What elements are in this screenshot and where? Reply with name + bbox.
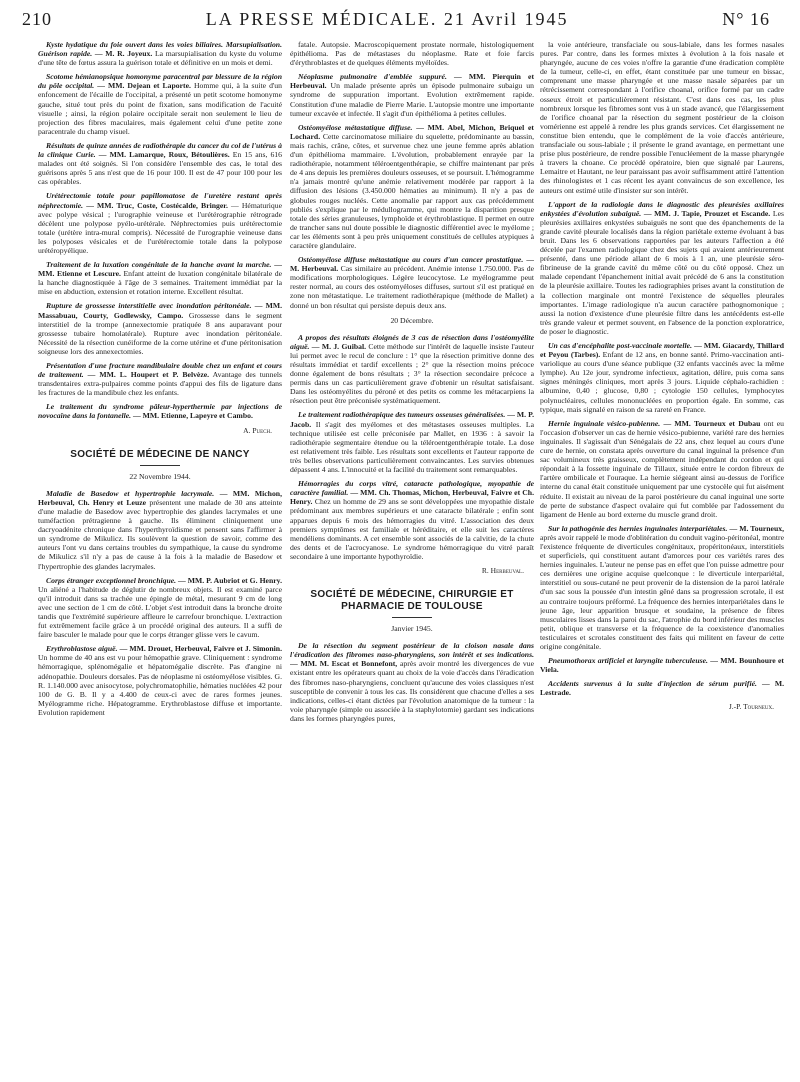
society-title: SOCIÉTÉ DE MÉDECINE, CHIRURGIE ET PHARMACIE DE TOULOUSE	[310, 589, 514, 613]
page-number: 210	[22, 9, 52, 29]
article-body: Un aliéné a l'habitude de déglutir de nombreux objets. Il est examiné parce qu'il introduit dans sa trachée une épingle de métal, mesurant 9 cm de long avec une section de 1 cm de côté. L'objet s'est introduit dans la bronche droite tandis que l'extrémité supérieure affleure le carrefour bronchique. L'extraction fut extrêmement facile grâce à un procédé original des auteurs. Il a suffi de faire basculer le malade pour que le corps étranger glisse vers le cavum.	[38, 584, 282, 640]
article-body: après avoir montré les divergences de vue existant entre les opérateurs quant au choix de la voie d'accès dans l'éradication des fibromes naso-pharyngiens, concluent qu'aucune des voies classiques n'est susceptible de convenir à tous les cas. Ils considèrent que chacune d'elles a ses indications, celles-ci étant dictées par l'évolution anatomique de la tumeur : la voie pharyngée (simple ou associée à la staphylotomie) gardant ses indications dans les formes pharyngées pures,	[290, 659, 534, 723]
article-abstract	[38, 40, 282, 67]
article-title: Maladie de Basedow et hypertrophie lacrymale.	[46, 488, 215, 498]
article-abstract	[540, 524, 784, 651]
article-title: Scotome hémianopsique homonyme paracentral par blessure de la région du pôle occipital.	[38, 72, 282, 91]
article-abstract	[38, 644, 282, 717]
article-authors: — MM. Massabuau, Courty, Godlewsky, Campo.	[38, 301, 282, 320]
article-authors: — M. Lestrade.	[540, 679, 784, 698]
article-authors: — MM. Pierquin et Herbeuval.	[290, 72, 534, 91]
society-title: SOCIÉTÉ DE MÉDECINE DE NANCY	[70, 448, 250, 460]
article-authors: — MM. Michon, Herbeuval, Ch. Henry et Leuze	[38, 488, 282, 507]
article-title: Néoplasme pulmonaire d'emblée suppuré.	[298, 72, 447, 82]
article-authors: — MM. Lamarque, Roux, Bétoulières.	[95, 150, 230, 160]
page-header	[22, 6, 770, 30]
article-abstract	[38, 141, 282, 186]
article-abstract	[38, 489, 282, 571]
article-body: présentent une malade de 30 ans atteinte d'une maladie de Basedow avec hypertrophie des glandes lacrymales et une tuméfaction prétragienne à gauche. Ils éliminent cliniquement une dacryoadénite chronique dans l'hyperthyroïdisme et pensent sans l'affirmer à un syndrome de Mikulicz. Ils soulèvent la question de savoir, comme des auteurs l'ont vu dans certains troubles du sympathique, la cause du syndrome de Mikulicz s'il n'y a pas de cause à la fois à la maladie de Basedow et l'hypertrophie des glandes lacrymales.	[38, 497, 282, 571]
article-authors: — MM. Truc, Coste, Costécalde, Bringer.	[83, 200, 228, 210]
article-body: ont eu l'occasion d'observer un cas de hernie vésico-pubienne, variété rare des hernies inguinales. Il s'agissait d'un Sénégalais de 22 ans, chez lequel au cours d'une cure de hernie, on constata après ouverture du canal inguinal la présence d'un sac volumineux très graisseux, complètement indépendant du cordon et qui répondait à la fossette inguinale de Tillaux, située entre le cordon fibreux de l'artère ombilicale et l'ouraque. La hernie siégeant ainsi au-dessus de l'orifice interne du canal était constituée uniquement par une cystocèle qui fut aisément réduite. Il existait au niveau de la paroi postérieure du canal inguinal une sorte de perte de substance d'aspect ovalaire qui fut comblée par l'adossement du ligament de Henle au bord externe du muscle grand droit.	[540, 418, 784, 519]
column-2	[290, 40, 534, 1075]
article-body: Les pleurésies axillaires enkystées subaiguës ne sont que des épanchements de la grande cavité pleurale localisés dans la région pariétale externe évoluant à bas bruit. Dans les 6 observations rapportées par les auteurs l'affection a été décelée par l'examen radiologique chez des sujets qui avaient antérieurement présenté, dans une période allant de 6 mois à 1 an, une pleurésie séro-fibrineuse de la grande cavité du même côté ou du côté opposé. Chez un malade cependant l'épanchement initial avait précédé de 6 ans la constitution de la pleurésie axillaire. Toutes les radiographies prises avant la constitution de la collection marginale ont montré l'existence de séquelles pleurales importantes. L'image radiologique n'a aucun caractère pathognomonique ; aussi la notion d'existence d'une pleurésie filtre dans les antécédents est-elle très grande valeur et permet souvent, en l'absence de la ponction exploratrice, de poser le diagnostic.	[540, 208, 784, 336]
article-authors: — MM. Bounhoure et Viela.	[540, 656, 784, 675]
article-abstract	[540, 341, 784, 414]
article-abstract	[38, 260, 282, 296]
article-authors: — MM. M. Escat et Bonnefont,	[290, 659, 398, 669]
article-abstract	[290, 255, 534, 310]
article-body: Un homme de 40 ans est vu pour hémopathie grave. Cliniquement : syndrome hémorragique, splénomégalie et hépatomégalie discrète. Pas d'angine ni adénopathie. Douleurs dorsales. Pas de néoplasme ni ostéomyélose visibles. G. R. 1.140.000 avec anisocytose, polychromatophilie, hématies nucléées 42 pour 100 de G. B. Il y a 4.400 de ceux-ci avec de rares formes jeunes. Myélogramme riche. Hépatogramme. Erythroblastose diffuse et importante. Evolution rapidement	[38, 653, 282, 717]
article-authors: — MM. Abel, Michon, Briquel et Lochard.	[290, 122, 534, 141]
article-abstract	[290, 40, 534, 67]
article-abstract	[38, 191, 282, 255]
article-authors: — MM. Ch. Thomas, Michon, Herbeuval, Faivre et Ch. Henry.	[290, 488, 534, 507]
article-body: la voie antérieure, transfaciale ou sous-labiale, dans les formes nasales pures. Par contre, dans les formes mixtes à évolution à la fois nasale et pharyngée, aucune de ces voies n'offre la garantie d'une éradication complète de la tumeur, celle-ci, en effet, étant constituée par une tumeur en bissac, comprenant une masse pharyngée et une masse nasale séparées par un rétrécissement correspondant à l'orifice choanal, orifice formé par un cadre osseux étroit et particulièrement résistant. C'est dans ces cas, les plus nombreux lorsque les fibromes sont vus à un stade avancé, que l'élargissement de l'orifice choanal par la résection du segment postérieur de la cloison vomérienne est appelé à rendre les plus grands services. Cet élargissement ne constitue bien entendu, que le complément de la voie d'accès antérieure, transfaciale ou sous-labiale ; il présente le grand avantage, en permettant une prise plus postérieure, de rendre possible l'enucléement de la masse pharyngée à travers la choane. Ce procédé opératoire, bien que signalé par Laurens, Lemaitre et Hautant, ne leur paraissant pas avoir suffisamment attiré l'attention des rhinologistes et 1 cas récent les ayant convaincus de son excellence, les auteurs ont estimé utile d'insister sur son intérêt.	[540, 40, 784, 195]
article-authors: — M. J. Guibal.	[309, 341, 367, 351]
article-title: Urétérectomie totale pour papillomatose de l'uretère restant après néphrectomie.	[38, 191, 282, 210]
article-authors: — MM. Etienne, Lapeyre et Cambo.	[131, 411, 253, 421]
article-body: Homme qui, à la suite d'un enfoncement de l'écaille de l'occipital, a présenté un petit scotome homonyme gauche, situé tout près du point de fixation, sans modification de l'acuité visuelle ; ainsi, la région polaire occipitale serait non seulement le lieu de projection des fibres maculaires, mais également celui d'une petite zone paracentrale du champ visuel.	[38, 81, 282, 136]
signature: R. Herbeuval.	[481, 565, 524, 575]
article-abstract	[38, 361, 282, 397]
article-title: Résultats de quinze années de radiothérapie du cancer du col de l'utérus à la clinique Curie.	[38, 140, 282, 160]
article-title: L'apport de la radiologie dans le diagnostic des pleurésies axillaires enkystées d'évolution subaiguë.	[540, 199, 784, 218]
article-body: — Hématurique avec polype vésical ; l'urographie veineuse et l'urétérographie rétrograde décèlent une polypose pyélo-urétérale. Néphrectomies puis urétérectomie totale (urétère intra-mural compris). Nécessité de l'urographie veineuse dans les polyposes vésicales et de l'urétérectomie totale dans la polypose urétéropyélique.	[38, 200, 282, 255]
article-body: Il s'agit des myélomes et des métastases osseuses multiples. La technique utilisée est celle préconisée par Mallet, en 1936 : à savoir la radiothérapie segmentaire étendue ou la téléroentgenthérapie totale. La dose est relativement très faible. Les résultats sont excellents et l'auteur rapporte de très belles observations particulièrement convaincantes. Les survies obtenues dépassent 4 ans. L'innocuité et la facilité du traitement sont remarquables.	[290, 419, 534, 475]
article-title: Traitement de la luxation congénitale de la hanche avant la marche.	[46, 260, 272, 270]
article-body: fatale. Autopsie. Macroscopiquement prostate normale, histologiquement épithélioma. Pas de métastases du néoplasme. Rate et foie farcis d'érythroblastes et de quelques éléments myéloïdes.	[290, 40, 534, 68]
article-authors: — M. R. Joyeux.	[92, 49, 153, 59]
article-abstract	[290, 123, 534, 250]
article-body: Avantage des tunnels transdentaires extra-pulpaires comme points d'appui des fils de ligature dans les fractures de la mandibule chez les enfants.	[38, 370, 282, 398]
article-body: Cette carcinomatose miliaire du squelette, prédominante au bassin, mais rachis, crâne, côtes, et survenue chez une jeune femme après ablation d'un épithélioma mammaire. L'évolution, probablement enrayée par la radiothérapie, notamment téléroentgenthérapie, se chiffre maintenant par près de 4 ans depuis les premières douleurs osseuses, et se poursuit. L'hémogramme n'a jamais montré qu'une anémie relativement modérée par rapport à la diffusion des lésions (3.450.000 hématies au minimum). Il n'y a pas de globules rouges nucléés. Cette anomalie par rapport aux cas précédemment publiés s'explique par le médullogramme, qui montre la disparition presque totale des séries granuleuses, lymphoïde et érythroblastique. Il permet en outre de trancher sans nul doute possible le diagnostic différentiel avec le myélome ; car les éléments sont à peu près uniquement constitués de cellules atypiques à caractère glandulaire.	[290, 131, 534, 250]
article-title: Hémorragies du corps vitré, cataracte pathologique, myopathie de caractère familial.	[290, 479, 534, 498]
article-abstract	[540, 419, 784, 519]
article-authors: — MM. P. Aubriot et G. Henry.	[176, 575, 282, 585]
article-authors: — M. Herbeuval.	[290, 255, 534, 274]
article-title: Corps étranger exceptionnel bronchique.	[46, 575, 177, 585]
signature: J.-P. Tourneux.	[728, 702, 774, 712]
article-body: après avoir rappelé le mode d'oblitération du conduit vagino-péritonéal, montre l'existence fréquente de diverticules congénitaux, propéritonéaux, interstitiels et superficiels, qui constituent autant d'amorces pour ces variétés rares des hernies inguinales. L'auteur ne pense pas en effet que l'on puisse admettre pour ces dernières une origine acquise quelconque : le diverticule interpariétal, interstitiel ou sous-cutané ne peut provenir de la distension de la paroi latérale d'un sac sous la poussée d'un intestin gêné dans sa progression scrotale, il est au contraire toujours préformé. La fréquence des hernies interpariétales dans le jeune âge, leur apparition brusque et soudaine, la présence de fibres musculaires lisses dans la paroi du sac, l'atrophie du bord inférieur des muscles petit, oblique et transverse et la fréquence de la coexistence d'anomalies testiculaires et scrotales constituent des faits qui militent en faveur de cette origine congénitale.	[540, 532, 784, 651]
article-title: Un cas d'encéphalite post-vaccinale mortelle.	[548, 341, 692, 350]
article-title: Accidents survenus à la suite d'injection de sérum purifié.	[548, 679, 757, 689]
article-abstract	[290, 410, 534, 474]
article-abstract	[38, 301, 282, 356]
article-body: Cette méthode sur l'intérêt de laquelle insiste l'auteur lui permet avec le recul de conclure : 1° que la résection primitive donne des résultats immédiat et tardif excellents ; 2° que la résection moins précoce donne également de bons résultats ; 3° la résection secondaire précoce a permis dans un cas particulièrement grave d'obtenir un résultat satisfaisant. Dans les ostéomyélites du péroné et des petits os comme les métacarpiens la résection peut être préconisée systématiquement.	[290, 341, 534, 406]
article-abstract	[290, 479, 534, 561]
article-abstract	[290, 72, 534, 117]
article-abstract	[540, 40, 784, 195]
article-authors: — MM. Drouet, Herbeuval, Faivre et J. Simonin.	[117, 644, 282, 654]
article-authors: — MM. L. Houpert et P. Belvèze.	[83, 370, 210, 380]
article-title: Sur la pathogénie des hernies inguinales interpariétales.	[548, 523, 728, 533]
issue-number: N° 16	[722, 9, 770, 29]
article-body: La marsupialisation du kyste du volume d'une tête de fœtus assura la guérison totale et définitive en un mois et demi.	[38, 49, 282, 68]
article-title: Rupture de grossesse interstitielle avec inondation péritonéale.	[46, 301, 252, 311]
article-abstract	[38, 576, 282, 640]
divider	[140, 465, 180, 466]
article-body: Chez un homme de 29 ans se sont développées une myopathie distale prédominant aux membres supérieurs et une cataracte bilatérale ; enfin sont apparues depuis 6 mois des hémorragies du vitré. L'association des deux premiers symptômes est familiale et héréditaire, et elle suit les caractères mendéliens dominants. A cet ensemble sont associés de la calvitie, de la chute des dents et de l'acrocyanose. Le syndrome hémorragique du vitré paraît secondaire à une importante hypothyroïdie.	[290, 497, 534, 561]
article-abstract	[38, 72, 282, 136]
article-abstract	[540, 200, 784, 336]
article-title: Kyste hydatique du foie ouvert dans les voies biliaires. Marsupialisation. Guérison rapide.	[38, 40, 282, 59]
session-date: 22 Novembre 1944.	[129, 471, 191, 481]
divider	[392, 617, 432, 618]
article-title: Hernie inguinale vésico-pubienne.	[548, 418, 661, 428]
article-authors: — MM. Giacardy, Thillard et Peyou (Tarbes).	[540, 341, 784, 360]
article-abstract	[540, 679, 784, 697]
article-body: Un malade présente après un épisode pulmonaire subaigu un syndrome de suppuration important. Evolution extrêmement rapide. Constitution d'une maladie de Pierre Marie. L'autopsie montre une importante tumeur excavée et infectée. Il s'agit d'un épithélioma à petites cellules.	[290, 81, 534, 118]
article-title: De la résection du segment postérieur de la cloison nasale dans l'éradication des fibromes naso-pharyngiens, son intérêt et ses indications.	[290, 641, 534, 660]
article-authors: — MM. Tourneux et Dubau	[660, 418, 761, 428]
article-body: Enfant atteint de luxation congénitale bilatérale de la hanche diagnostiquée à l'âge de 3 semaines. Traitement immédiat par la mise en abduction, extension et rotation interne. Excellent résultat.	[38, 269, 282, 297]
article-title: Présentation d'une fracture mandibulaire double chez un enfant et cours de traitement.	[38, 361, 282, 380]
article-abstract	[290, 641, 534, 723]
article-abstract	[38, 402, 282, 420]
article-title: Pneumothorax artificiel et laryngite tuberculeuse.	[548, 656, 708, 666]
article-abstract	[540, 656, 784, 674]
article-body: Grossesse dans le segment interstitiel de la trompe (annexectomie pratiquée 8 ans auparavant pour grossesse tubaire homolatérale). Rupture avec inondation péritonéale. Nécessité de la résection cunéiforme de la corne utérine et d'une péritonisation soigneuse lors des annexectomies.	[38, 310, 282, 356]
column-3	[540, 40, 784, 1075]
article-body: En 15 ans, 616 malades ont été soignés. Si l'on considère l'ensemble des cas, le total des guérisons après 5 ans n'est que de 16 pour 100. Il est de 47 pour 100 pour les cas opérables.	[38, 150, 282, 187]
article-abstract	[290, 333, 534, 406]
article-authors: — MM. Dejean et Laporte.	[94, 81, 191, 91]
column-1	[38, 40, 282, 1075]
signature: A. Puech.	[243, 425, 272, 435]
article-title: Erythroblastose aiguë.	[46, 644, 118, 654]
article-title: Le traitement du syndrome pâleur-hyperthermie par injections de novocaïne dans la fontanelle.	[38, 402, 282, 421]
article-authors: — MM. Etienne et Lescure.	[38, 260, 282, 279]
article-title: A propos des résultats éloignés de 3 cas de résection dans l'ostéomyélite aiguë.	[290, 332, 534, 351]
article-authors: — M. Tourneux,	[727, 523, 784, 533]
article-body: Cas similaire au précédent. Anémie intense 1.750.000. Pas de modifications morphologiques. Légère leucocytose. Le myélogramme peut rester normal, au cours des ostéomyéloses diffuses, surtout s'il est pratiqué en zone non métastatique. Le traitement radiothérapique (méthode de Mallet) a donné un bon résultat qui persiste depuis deux ans.	[290, 264, 534, 310]
article-title: Ostéomyélose métastatique diffuse.	[298, 122, 413, 132]
journal-title: LA PRESSE MÉDICALE. 21 Avril 1945	[205, 9, 569, 29]
article-authors: — MM. J. Tapie, Prouzet et Escande.	[641, 208, 771, 218]
article-body: Enfant de 12 ans, en bonne santé. Primo-vaccination anti-variolique au cours d'une séance publique (32 enfants vaccinés avec la même lymphe). Au 12e jour, syndrome infectieux, agitation, délire, puis coma sans signes méningés cliniques, mort après 3 jours. Liquide céphalo-rachidien : albumine, 0,40 ; glucose, 0,80 ; cytologie 150 cellules, lymphocytes polynucléaires, cellules mononucléées en proportion égale. En somme, cas typique, mais signalé en raison de sa rareté en France.	[540, 350, 784, 414]
article-authors: — M. P. Jacob.	[290, 410, 534, 429]
article-title: Ostéomyélose diffuse métastatique au cours d'un cancer prostatique.	[298, 255, 524, 265]
session-date: Janvier 1945.	[391, 624, 433, 634]
session-date: 20 Décembre.	[390, 315, 434, 325]
article-title: Le traitement radiothérapique des tumeurs osseuses généralisées.	[298, 410, 506, 420]
